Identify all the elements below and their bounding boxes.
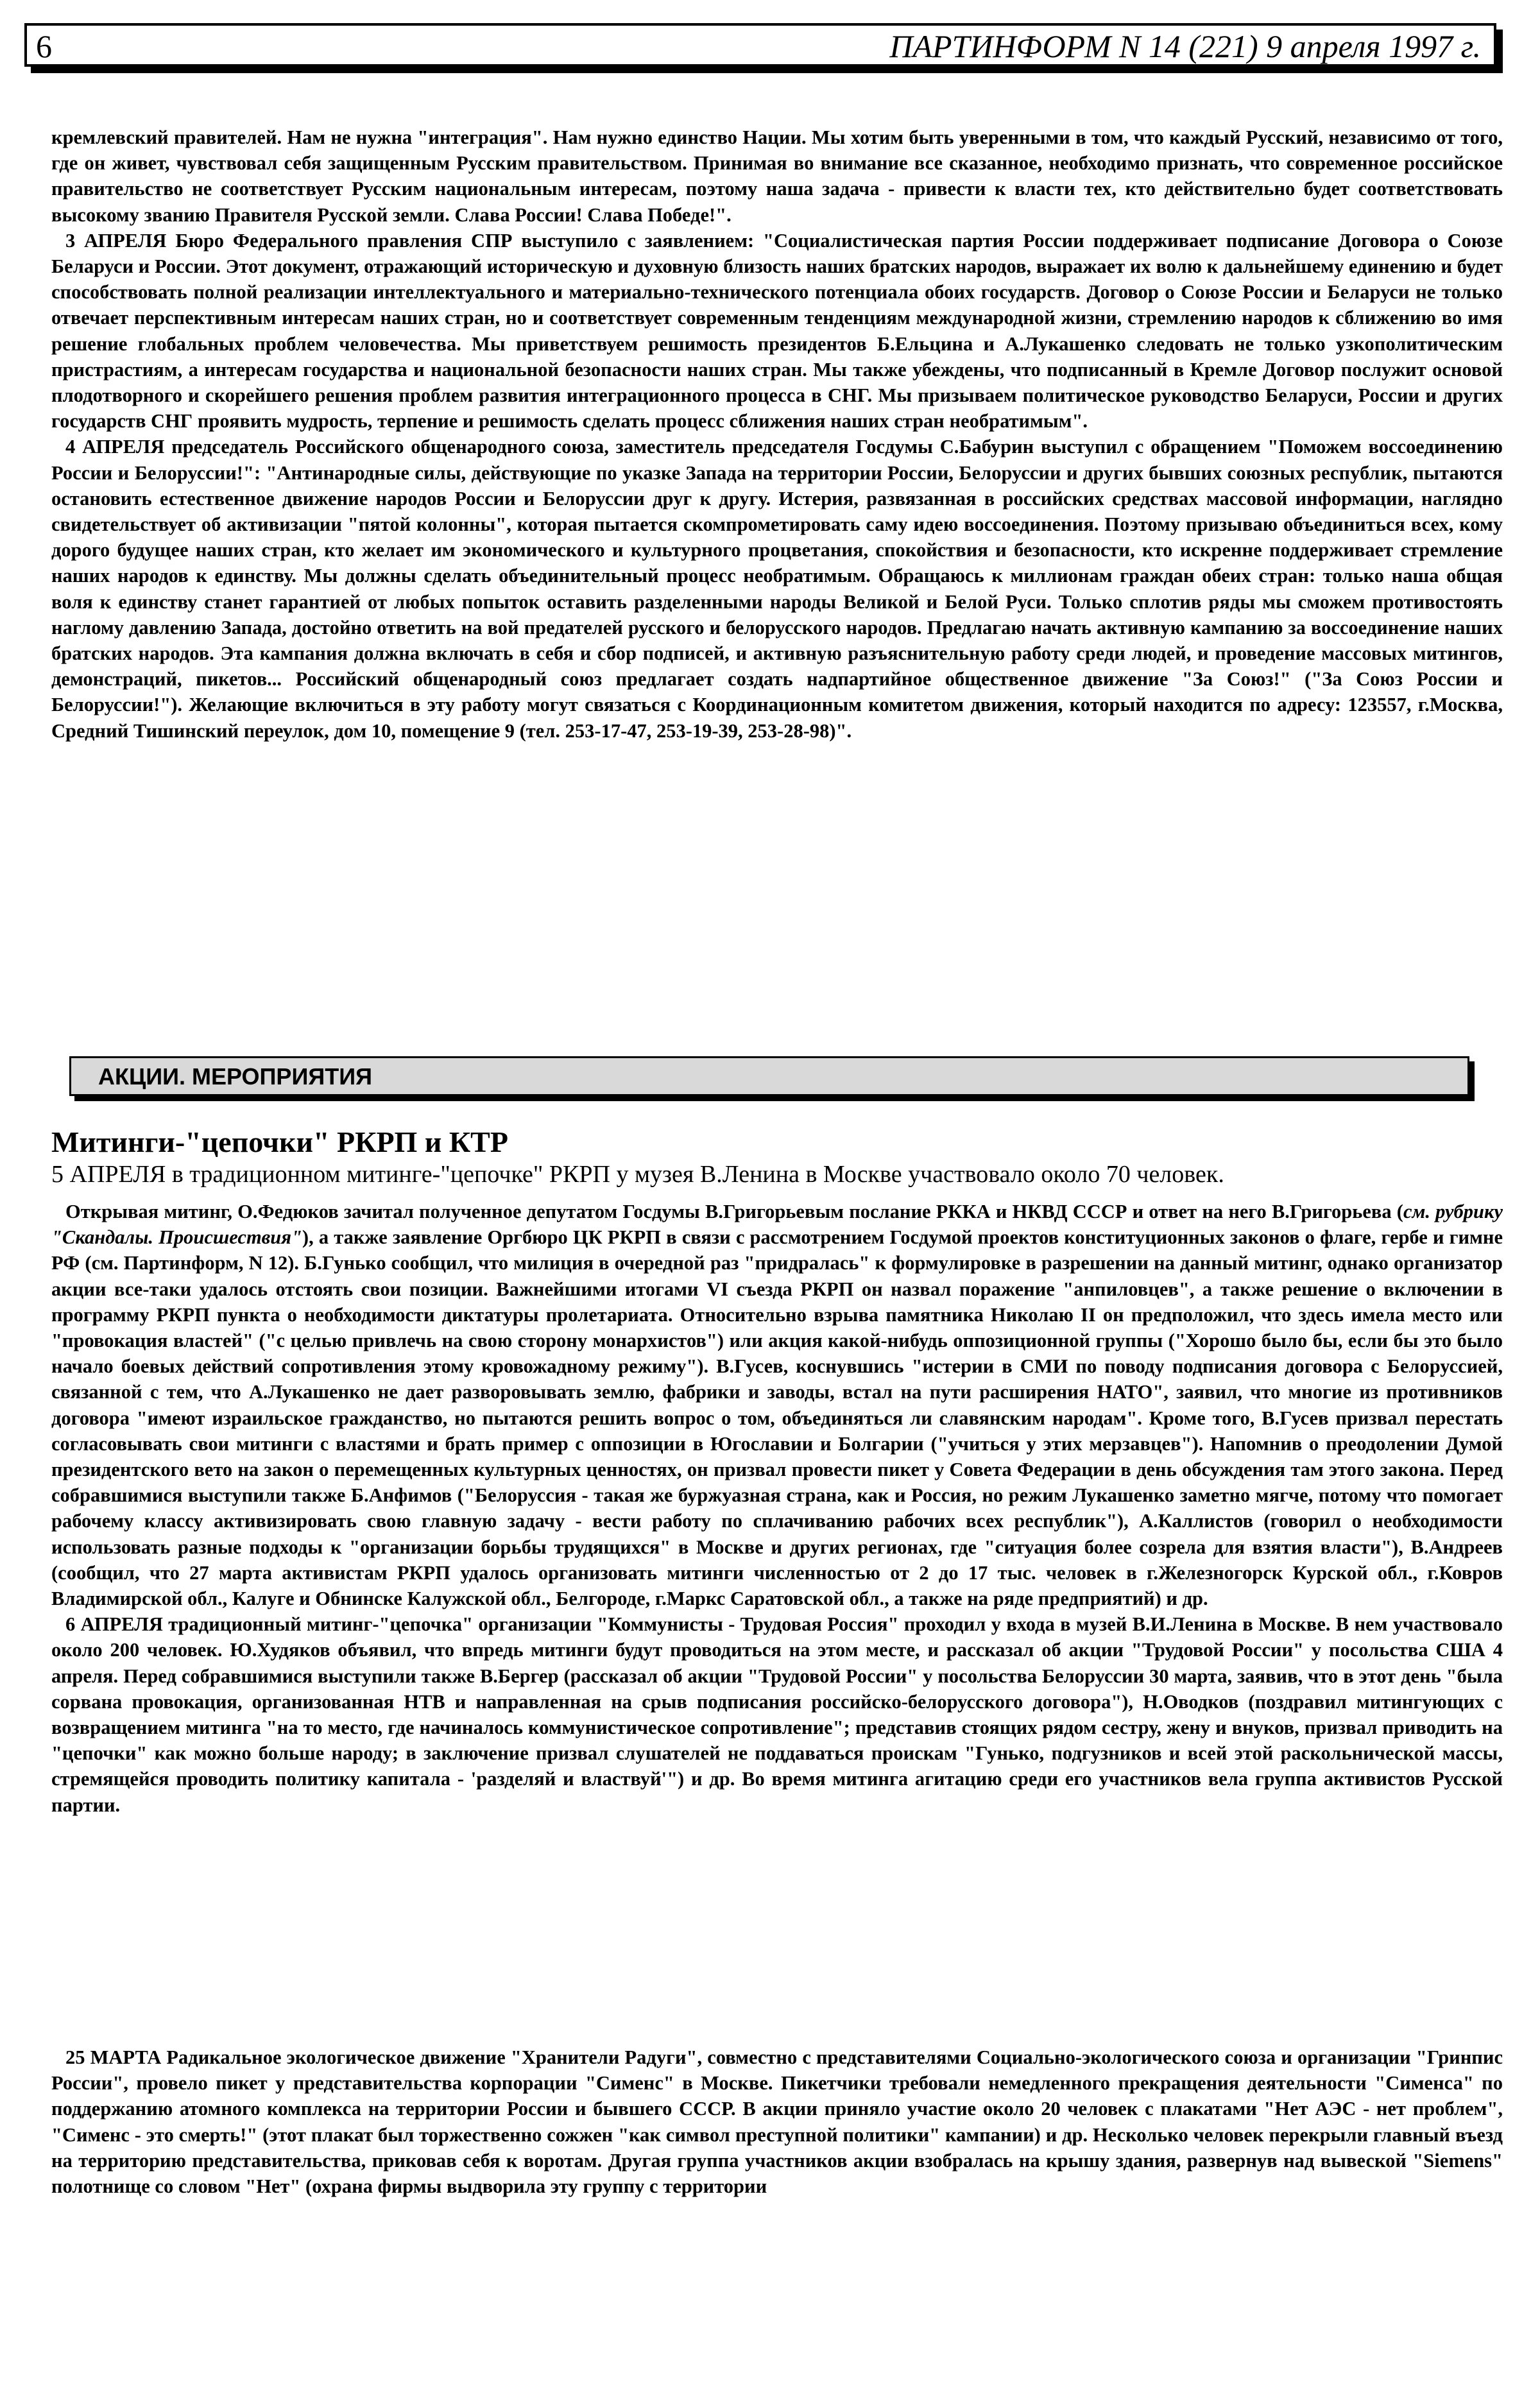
page-number: 6 bbox=[36, 28, 52, 64]
page-header bbox=[24, 23, 1496, 67]
issue-title: ПАРТИНФОРМ N 14 (221) 9 апреля 1997 г. bbox=[889, 28, 1481, 64]
article-paragraph-1-rest: ), а также заявление Оргбюро ЦК РКРП в связи с рассмотрением Госдумой проектов конституционных законов о флаге, гербе и гимне РФ (см. Партинформ, N 12). Б.Гунько сообщил, что милиция в очередной раз "придралась" к формулировке в разрешении на данный митинг, однако организатор акции все-таки удалось отстоять свои позиции. Важнейшими итогами VI съезда РКРП он назвал поражение "анпиловцев", а также решение о включении в программу РКРП пункта о необходимости диктатуры пролетариата. Относительно взрыва памятника Николаю II он предположил, что здесь имела место или "провокация властей" ("с целью привлечь на свою сторону монархистов") или акция какой-нибудь оппозиционной группы ("Хорошо было бы, если бы это было начало боевых действий сопротивления этому кровожадному режиму"). В.Гусев, коснувшись "истерии в СМИ по поводу подписания договора с Белоруссией, связанной с тем, что А.Лукашенко не дает разворовывать землю, фабрики и заводы, встал на пути расширения НАТО", заявил, что многие из противников договора "имеют израильское гражданство, но пытаются решить вопрос о том, объединяться ли славянским народам". Кроме того, В.Гусев призвал перестать согласовывать свои митинги с властями и брать пример с оппозиции в Югославии и Болгарии ("учиться у этих мерзавцев"). Напомнив о преодолении Думой президентского вето на закон о перемещенных культурных ценностях, он призвал провести пикет у Совета Федерации в день обсуждения там этого закона. Перед собравшимися выступили также Б.Анфимов ("Белоруссия - такая же буржуазная страна, как и Россия, но режим Лукашенко заметно мягче, потому что помогает рабочему классу активизировать свою главную задачу - вести работу по сплачиванию рабочих всех республик"), А.Каллистов (говорил о необходимости использовать разные подходы к "организации борьбы трудящихся" в Москве и других регионах, где "ситуация более созрела для взятия власти"), В.Андреев (сообщил, что 27 марта активистам РКРП удалось организовать митинги численностью от 2 до 17 тыс. человек в г.Железногорск Курской обл., г.Ковров Владимирской обл., Калуге и Обнинске Калужской обл., Белгороде, г.Маркс Саратовской обл., а также на ряде предприятий) и др. bbox=[51, 1226, 1503, 1610]
article-paragraph-1-start: Открывая митинг, О.Федюков зачитал полученное депутатом Госдумы В.Григорьевым послание РККА и НКВД СССР и ответ на него В.Григорьева ( bbox=[65, 1201, 1403, 1222]
article-paragraph-2: 6 АПРЕЛЯ традиционный митинг-"цепочка" организации "Коммунисты - Трудовая Россия" проходил у входа в музей В.И.Ленина в Москве. В нем участвовало около 200 человек. Ю.Худяков объявил, что впредь митинги будут проводиться на этом месте, и рассказал об акции "Трудовой России" у посольства США 4 апреля. Перед собравшимися выступили также В.Бергер (рассказал об акции "Трудовой России" у посольства Белоруссии 30 марта, заявив, что в этот день "была сорвана провокация, организованная НТВ и направленная на срыв подписания российско-белорусского договора"), Н.Оводков (поздравил митингующих с возвращением митинга "на то место, где начиналось коммунистическое сопротивление"; представив стоящих рядом сестру, жену и внуков, призвал приводить на "цепочки" как можно больше народу; в заключение призвал слушателей не поддаваться проискам "Гунько, подгузников и всей этой раскольнической массы, стремящейся проводить политику капитала - 'разделяй и властвуй'") и др. Во время митинга агитацию среди его участников вела группа активистов Русской партии. bbox=[51, 1613, 1503, 1816]
section-heading-box bbox=[69, 1056, 1469, 1096]
paragraph-spr-statement: 3 АПРЕЛЯ Бюро Федерального правления СПР выступило с заявлением: "Социалистическая партия России поддерживает подписание Договора о Союзе Беларуси и России. Этот документ, отражающий историческую и духовную близость наших братских народов, выражает их волю к дальнейшему единению и будет способствовать полной реализации интеллектуального и материально-технического потенциала обоих государств. Договор о Союзе России и Беларуси не только отвечает перспективным интересам наших стран, но и соответствует современным тенденциям международной жизни, стремлению народов к сближению во имя решение глобальных проблем человечества. Мы приветствуем решимость президентов Б.Ельцина и А.Лукашенко следовать не только узкополитическим пристрастиям, а интересам государства и национальной безопасности наших стран. Мы также убеждены, что подписанный в Кремле Договор послужит основой плодотворного и скорейшего решения проблем развития интеграционного процесса в СНГ. Мы призываем политическое руководство Беларуси, России и других государств СНГ проявить мудрость, терпение и решимость сделать процесс сближения наших стран необратимым". bbox=[51, 229, 1503, 433]
rubric-reference: см. рубрику "Скандалы. Происшествия" bbox=[51, 1201, 1503, 1249]
paragraph-siemens-picket: 25 МАРТА Радикальное экологическое движение "Хранители Радуги", совместно с представителями Социально-экологического союза и организации "Гринпис России", провело пикет у представительства корпорации "Сименс" в Москве. Пикетчики требовали немедленного прекращения деятельности "Сименса" по поддержанию атомного комплекса на территории России и бывшего СССР. В акции приняло участие около 20 человек с плакатами "Нет АЭС - нет проблем", "Сименс - это смерть!" (этот плакат был торжественно сожжен "как символ преступной политики" кампании) и др. Несколько человек перекрыли главный въезд на территорию представительства, приковав себя к воротам. Другая группа участников акции взобралась на крышу здания, развернув над вывеской "Siemens" полотнище со словом "Нет" (охрана фирмы выдворила эту группу с территории bbox=[51, 2046, 1503, 2198]
article-body bbox=[51, 1199, 1503, 1818]
paragraph-continuation: кремлевский правителей. Нам не нужна "интеграция". Нам нужно единство Нации. Мы хотим быть уверенными в том, что каждый Русский, независимо от того, где он живет, чувствовал себя защищенным Русским правительством. Принимая во внимание все сказанное, необходимо признать, что современное российское правительство не соответствует Русским национальным интересам, поэтому наша задача - привести к власти тех, кто действительно будет соответствовать высокому званию Правителя Русской земли. Слава России! Слава Победе!". bbox=[51, 126, 1503, 226]
top-text-block bbox=[51, 124, 1503, 744]
article-paragraph-1 bbox=[51, 1199, 1503, 1611]
section-heading: АКЦИИ. МЕРОПРИЯТИЯ bbox=[98, 1063, 372, 1090]
article-title: Митинги-"цепочки" РКРП и КТР bbox=[51, 1126, 508, 1158]
article-lead: 5 АПРЕЛЯ в традиционном митинге-"цепочке" РКРП у музея В.Ленина в Москве участвовало около 70 человек. bbox=[51, 1161, 1224, 1188]
picket-text-block bbox=[51, 2044, 1503, 2199]
paragraph-baburin-appeal: 4 АПРЕЛЯ председатель Российского общенародного союза, заместитель председателя Госдумы С.Бабурин выступил с обращением "Поможем воссоединению России и Белоруссии!": "Антинародные силы, действующие по указке Запада на территории России, Белоруссии и других бывших союзных республик, пытаются остановить естественное движение народов России и Белоруссии друг к другу. Истерия, развязанная в российских средствах массовой информации, наглядно свидетельствует об активизации "пятой колонны", которая пытается скомпрометировать саму идею воссоединения. Поэтому призываю объединиться всех, кому дорого будущее наших стран, кто желает им экономического и культурного процветания, спокойствия и безопасности, кто искренне поддерживает стремление наших народов к единству. Мы должны сделать объединительный процесс необратимым. Обращаюсь к миллионам граждан обеих стран: только наша общая воля к единству станет гарантией от любых попыток оставить разделенными народы Великой и Белой Руси. Только сплотив ряды мы сможем противостоять наглому давлению Запада, достойно ответить на вой предателей русского и белорусского народов. Предлагаю начать активную кампанию за воссоединение наших братских народов. Эта кампания должна включать в себя и сбор подписей, и активную разъяснительную работу среди людей, и проведение массовых митингов, демонстраций, пикетов... Российский общенародный союз предлагает создать надпартийное общественное движение "За Союз!" ("За Союз России и Белоруссии!"). Желающие включиться в эту работу могут связаться с Координационным комитетом движения, который находится по адресу: 123557, г.Москва, Средний Тишинский переулок, дом 10, помещение 9 (тел. 253-17-47, 253-19-39, 253-28-98)". bbox=[51, 436, 1503, 742]
